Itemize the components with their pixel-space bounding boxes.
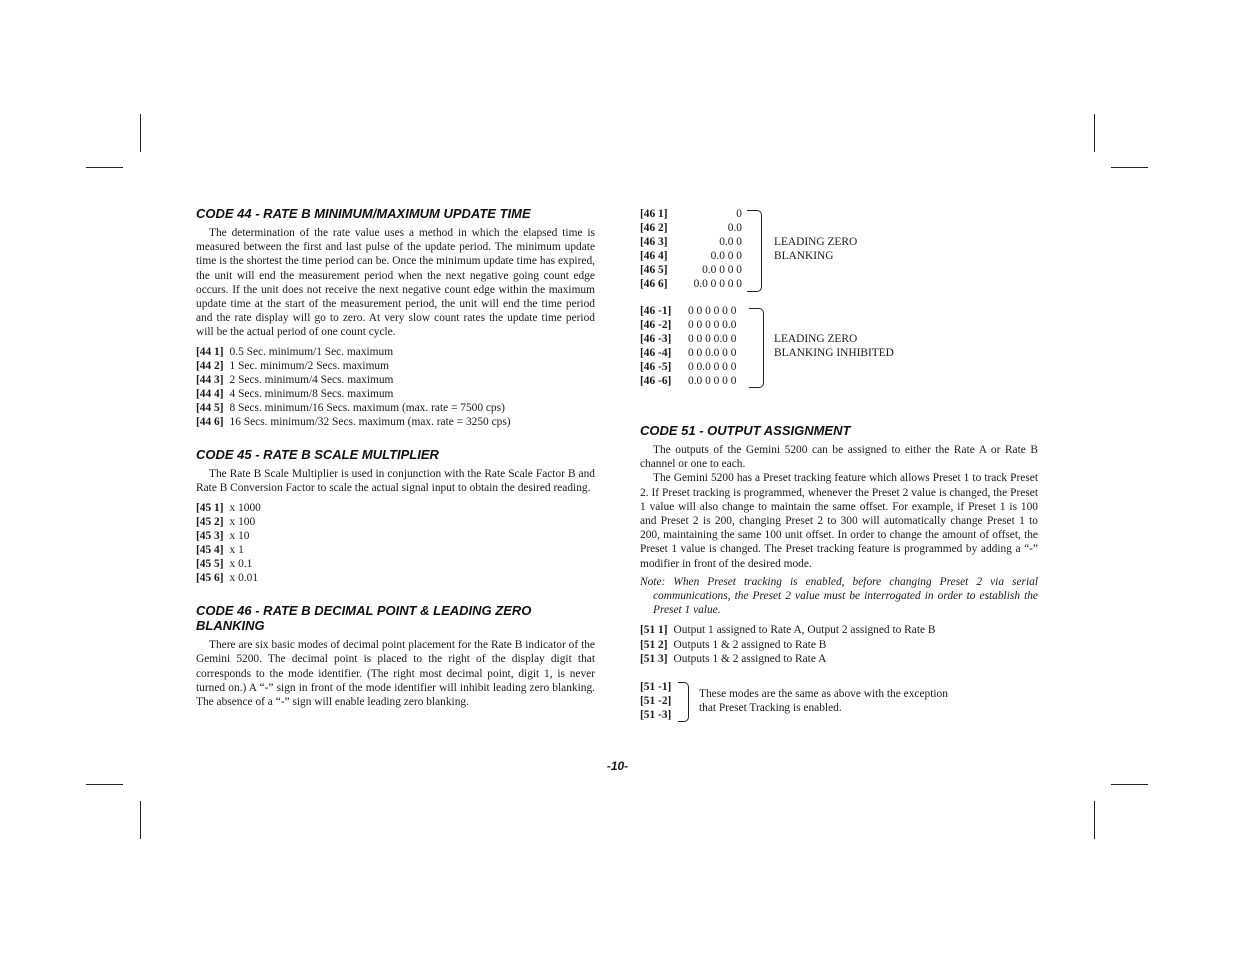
- option-row: [51 2] Outputs 1 & 2 assigned to Rate B: [640, 638, 827, 651]
- code46-inhibited-table: [46 -1] 0 0 0 0 0 0 [46 -2] 0 0 0 0 0.0 [46 -3] 0 0 0 0.0 0 [46 -4] 0 0 0.0 0 0 [46 -5] 0 0.0 0 0 0 [46 -6] 0.0 0 0 0 0 LEADING ZERO BLANKING INHIBITED: [640, 305, 894, 387]
- code45-options: [196, 501, 595, 586]
- page-number: -10-: [606, 759, 629, 773]
- option-row: [44 2] 1 Sec. minimum/2 Secs. maximum: [196, 359, 389, 372]
- blanking-label: LEADING ZERO BLANKING: [774, 236, 858, 262]
- bracket: [749, 308, 764, 388]
- code44-heading: CODE 44 - RATE B MINIMUM/MAXIMUM UPDATE TIME: [196, 206, 531, 221]
- option-row: [45 6] x 0.01: [196, 572, 259, 585]
- option-row: [44 4] 4 Secs. minimum/8 Secs. maximum: [196, 387, 394, 400]
- left-column: [196, 206, 595, 709]
- crop-mark: [140, 114, 141, 152]
- code45-heading: CODE 45 - RATE B SCALE MULTIPLIER: [196, 447, 439, 463]
- option-row: [45 5] x 0.1: [196, 557, 253, 570]
- code51-options: [640, 623, 1038, 665]
- code51-note: Note: When Preset tracking is enabled, before changing Preset 2 via serial communications, the Preset 2 value must be interrogated in order to establish the Preset 1 value.: [640, 575, 1038, 617]
- code44-options: [196, 345, 595, 430]
- bracket: [747, 210, 762, 292]
- crop-mark: [1111, 784, 1148, 785]
- tracking-label: These modes are the same as above with the exception that Preset Tracking is enabled.: [699, 687, 948, 714]
- option-row: [44 1] 0.5 Sec. minimum/1 Sec. maximum: [196, 345, 394, 358]
- code45-body: The Rate B Scale Multiplier is used in conjunction with the Rate Scale Factor B and Rate B Conversion Factor to scale the actual signal input to obtain the desired reading.: [196, 468, 595, 495]
- crop-mark: [140, 801, 141, 839]
- crop-mark: [86, 784, 123, 785]
- code46-blanking-table: [46 1] 0 [46 2] 0.0 [46 3] 0.0 0 [46 4] 0.0 0 0 [46 5] 0.0 0 0 0 [46 6] 0.0 0 0 0 0 LEADING ZERO BLANKING: [640, 208, 858, 290]
- option-row: [45 4] x 1: [196, 543, 244, 556]
- crop-mark: [1111, 167, 1148, 168]
- option-row: [45 3] x 10: [196, 529, 250, 542]
- option-row: [44 3] 2 Secs. minimum/4 Secs. maximum: [196, 373, 394, 386]
- option-row: [51 1] Output 1 assigned to Rate A, Output 2 assigned to Rate B: [640, 624, 936, 637]
- crop-mark: [1094, 801, 1095, 839]
- right-column: [640, 206, 1038, 724]
- code51-body-1: The outputs of the Gemini 5200 can be assigned to either the Rate A or Rate B channel or one to each.: [640, 444, 1038, 471]
- code44-body: The determination of the rate value uses a method in which the elapsed time is measured between the first and last pulse of the update period. The minimum update time is the shortest the time period can be. Once the minimum update time has expired, the unit will end the measurement period when the next negative going count edge occurs. If the unit does not receive the next negative count edge within the maximum update time at the start of the measurement period, the unit will end the time period and the rate display will go to zero. At very slow count rates the update time period will be the actual period of one count cycle.: [196, 227, 595, 339]
- option-row: [45 1] x 1000: [196, 501, 261, 514]
- option-row: [44 6] 16 Secs. minimum/32 Secs. maximum (max. rate = 3250 cps): [196, 416, 511, 429]
- inhibited-label: LEADING ZERO BLANKING INHIBITED: [774, 333, 894, 359]
- bracket: [678, 682, 689, 722]
- crop-mark: [86, 167, 123, 168]
- code46-heading: CODE 46 - RATE B DECIMAL POINT & LEADING ZERO BLANKING: [196, 603, 532, 634]
- code51-tracking-table: [51 -1] [51 -2] [51 -3] These modes are the same as above with the exception that Preset Tracking is enabled.: [640, 680, 948, 721]
- option-row: [51 3] Outputs 1 & 2 assigned to Rate A: [640, 652, 827, 665]
- code51-body-2: The Gemini 5200 has a Preset tracking feature which allows Preset 1 to track Preset 2. If Preset tracking is programmed, whenever the Preset 2 value is changed, the Preset 1 value will also change to maintain the same offset. For example, if Preset 1 is 100 and Preset 2 is 200, changing Preset 2 to 300 will automatically change Preset 1 to 200, maintaining the same 100 unit offset. In order to change the amount of offset, the Preset 1 value is changed. The Preset tracking feature is programmed by adding a “-” modifier in front of the desired mode.: [640, 472, 1038, 570]
- option-row: [45 2] x 100: [196, 515, 256, 528]
- code51-heading: CODE 51 - OUTPUT ASSIGNMENT: [640, 423, 851, 438]
- option-row: [44 5] 8 Secs. minimum/16 Secs. maximum (max. rate = 7500 cps): [196, 402, 505, 414]
- code46-body: There are six basic modes of decimal point placement for the Rate B indicator of the Gemini 5200. The decimal point is placed to the right of the display digit that corresponds to the mode identifier. (The right most decimal point, digit 1, is never turned on.) A “-” sign in front of the mode identifier will inhibit leading zero blanking. The absence of a “-” sign will enable leading zero blanking.: [196, 639, 595, 708]
- crop-mark: [1094, 114, 1095, 152]
